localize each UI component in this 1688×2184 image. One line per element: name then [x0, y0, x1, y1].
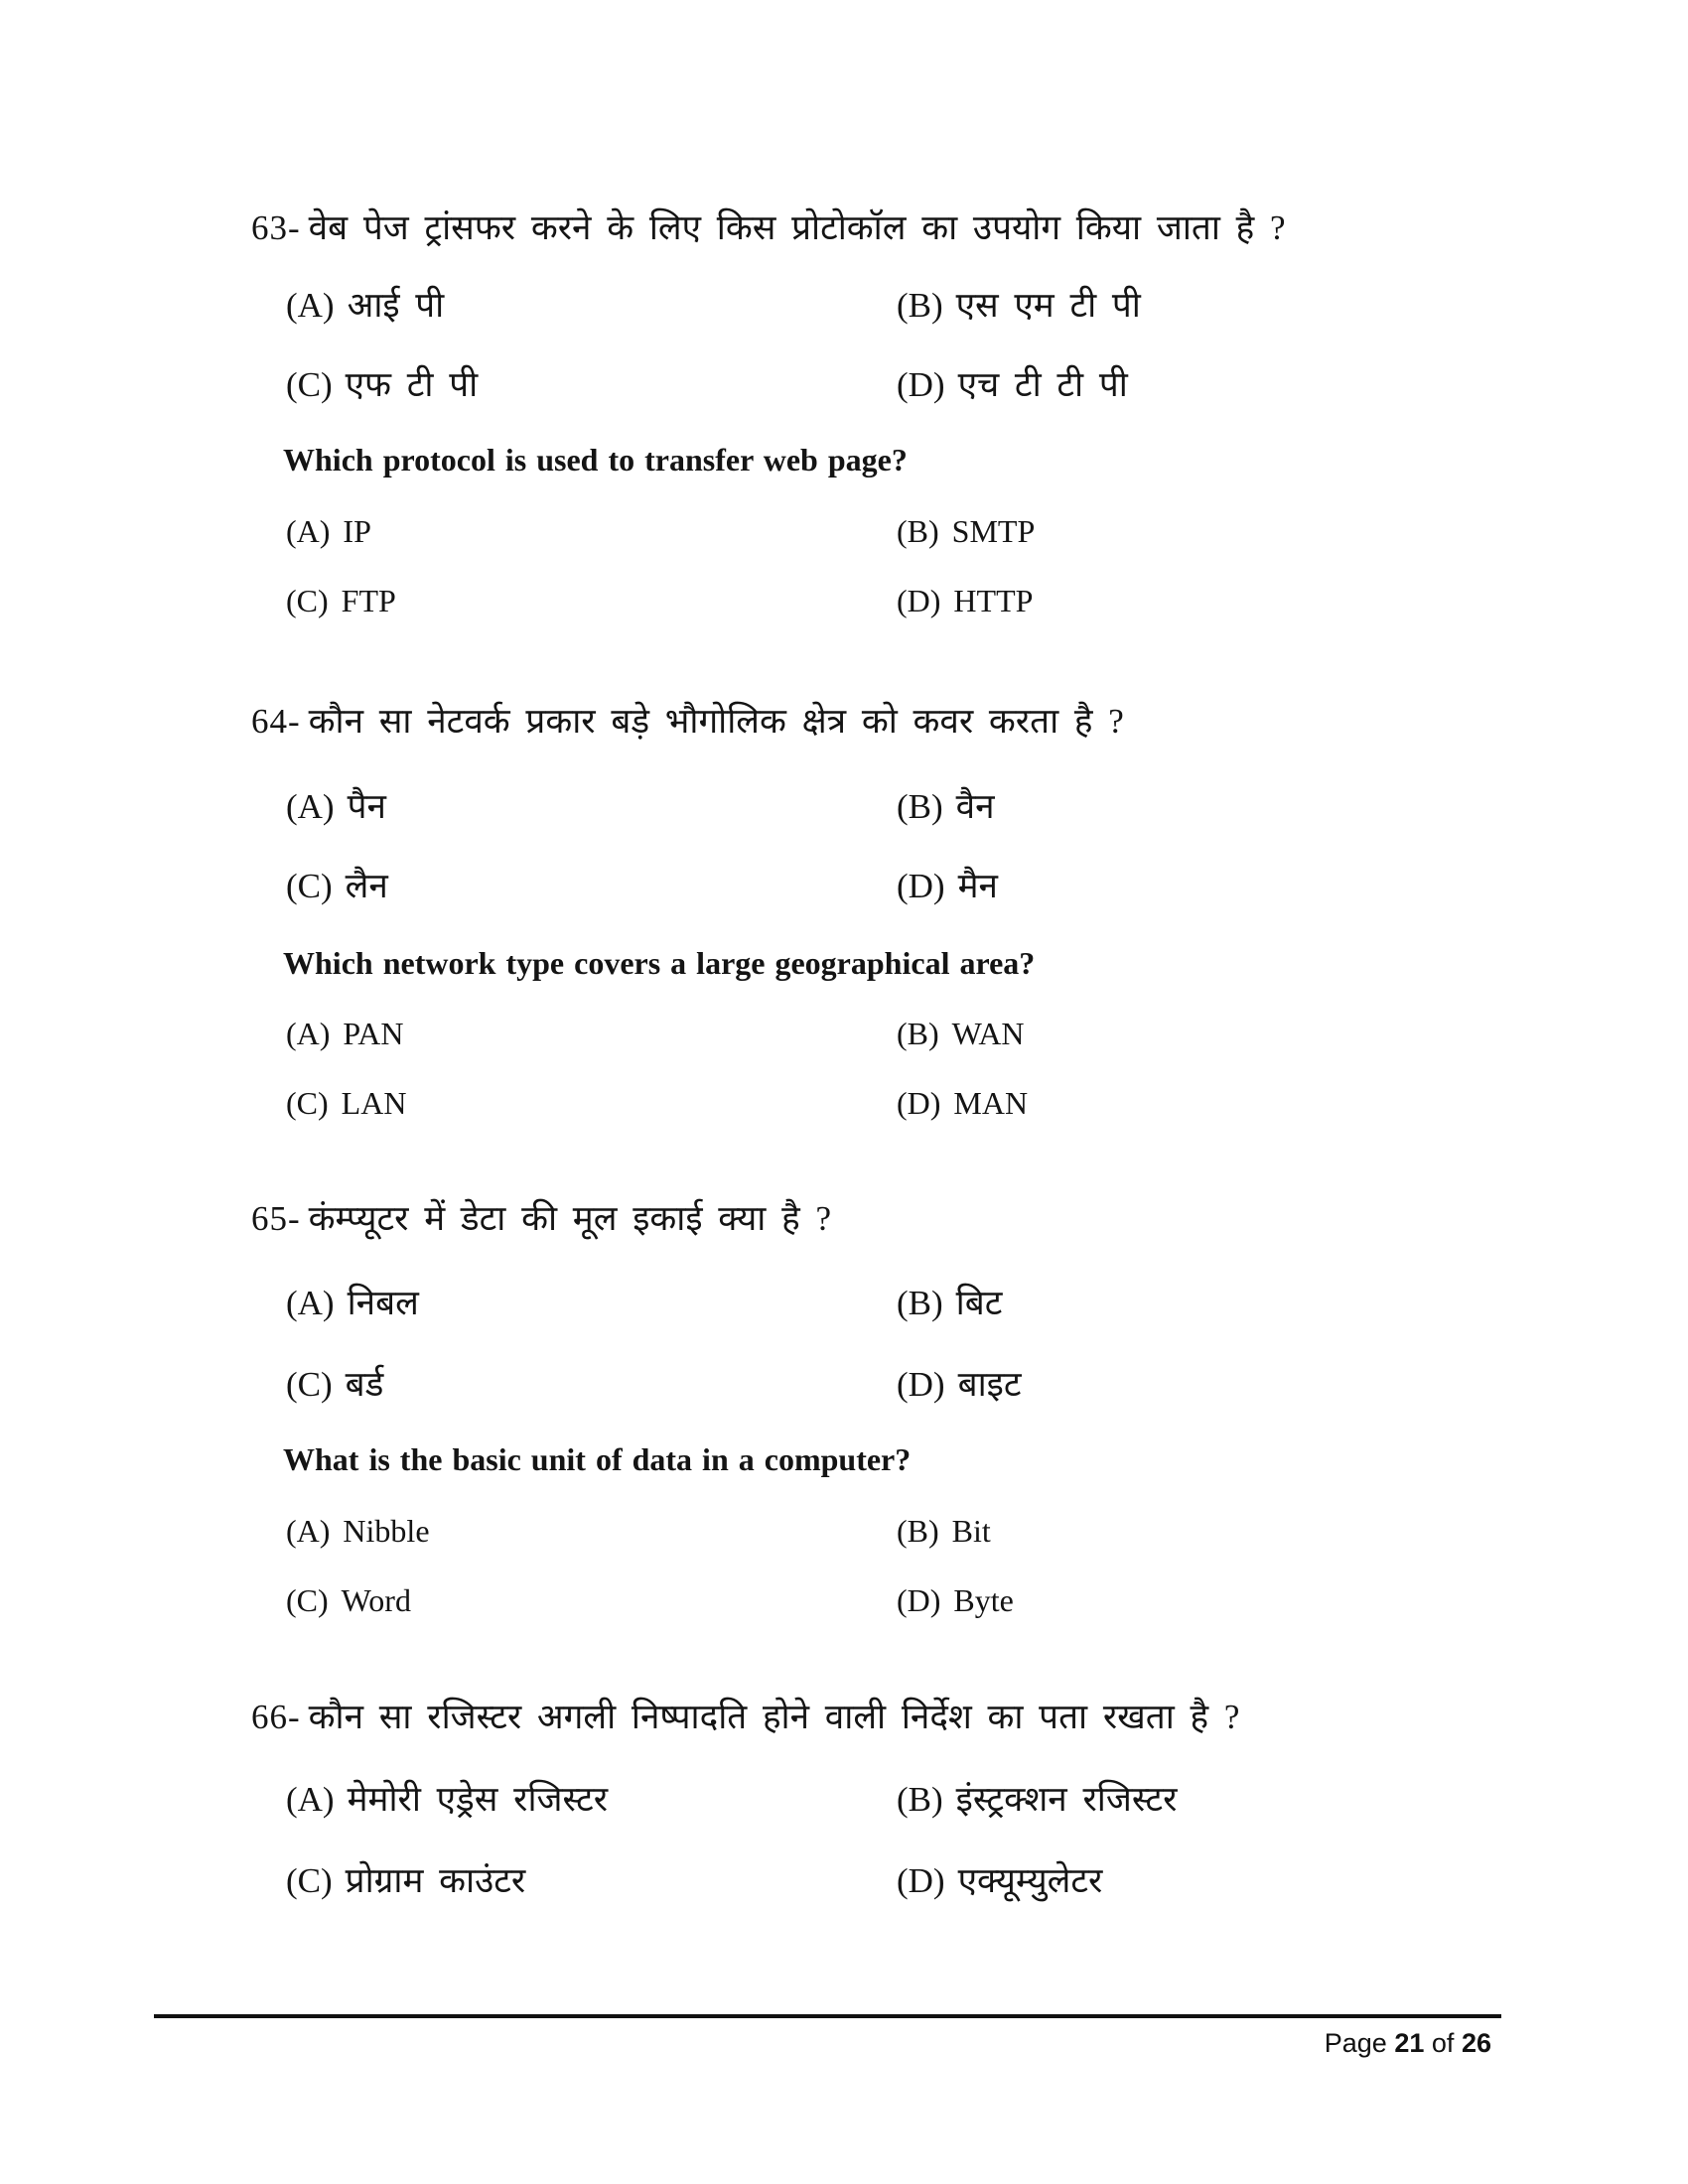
option-text: Nibble: [343, 1513, 430, 1549]
option-label: (B): [897, 513, 939, 549]
question-63-hindi: [251, 208, 1286, 248]
option-text: आई पी: [347, 286, 445, 325]
option-text: एच टी टी पी: [957, 365, 1128, 404]
option-label: (D): [897, 1582, 941, 1618]
option-text: IP: [343, 513, 371, 549]
option-label: (D): [897, 583, 941, 618]
option-label: (D): [897, 1861, 945, 1900]
option-text: वैन: [955, 787, 995, 826]
question-63-option-d-english: [897, 583, 1033, 619]
question-63-option-d-hindi: [897, 365, 1128, 405]
question-text-hindi: कौन सा रजिस्टर अगली निष्पादति होने वाली निर्देश का पता रखता है ?: [308, 1698, 1240, 1736]
option-text: बर्ड: [345, 1365, 384, 1404]
option-label: (C): [286, 365, 333, 404]
option-label: (C): [286, 1582, 329, 1618]
option-text: लैन: [345, 867, 388, 905]
option-text: बाइट: [957, 1365, 1022, 1404]
question-64-option-d-english: [897, 1085, 1028, 1122]
option-text: Byte: [953, 1582, 1014, 1618]
question-66-option-d-hindi: [897, 1861, 1102, 1901]
question-63-option-b-english: [897, 513, 1035, 550]
option-label: (C): [286, 1365, 333, 1404]
option-text: LAN: [341, 1085, 407, 1121]
question-64-option-c-english: [286, 1085, 406, 1122]
option-text: बिट: [955, 1284, 1003, 1322]
option-label: (C): [286, 867, 333, 905]
option-label: (B): [897, 787, 943, 826]
option-label: (A): [286, 1513, 331, 1549]
option-label: (B): [897, 1284, 943, 1322]
question-65-option-b-english: [897, 1513, 991, 1550]
question-64-option-a-english: [286, 1016, 404, 1052]
option-text: SMTP: [951, 513, 1036, 549]
option-text: HTTP: [953, 583, 1034, 618]
page-number-prefix: Page: [1324, 2028, 1387, 2058]
question-65-option-b-hindi: [897, 1284, 1002, 1323]
option-label: (A): [286, 787, 335, 826]
question-65-option-d-english: [897, 1582, 1014, 1619]
question-number: 64-: [251, 702, 301, 741]
option-text: Word: [341, 1582, 411, 1618]
question-number: 63-: [251, 208, 301, 247]
question-63-option-a-english: [286, 513, 371, 550]
question-64-option-b-hindi: [897, 787, 995, 827]
option-text: एस एम टी पी: [955, 286, 1141, 325]
option-label: (B): [897, 286, 943, 325]
option-text: Bit: [951, 1513, 991, 1549]
option-text: प्रोग्राम काउंटर: [345, 1861, 526, 1900]
option-label: (B): [897, 1513, 939, 1549]
option-text: निबल: [347, 1284, 419, 1322]
question-number: 65-: [251, 1199, 301, 1238]
page-number-middle: of: [1431, 2028, 1455, 2058]
option-text: मैन: [957, 867, 998, 905]
question-65-option-d-hindi: [897, 1365, 1021, 1405]
question-66-option-c-hindi: [286, 1861, 525, 1901]
option-label: (D): [897, 1365, 945, 1404]
question-63-english: Which protocol is used to transfer web page?: [283, 442, 908, 478]
question-64-hindi: [251, 702, 1124, 742]
option-text: इंस्ट्रक्शन रजिस्टर: [955, 1780, 1178, 1819]
question-65-hindi: [251, 1199, 831, 1239]
page-number-current: 21: [1394, 2028, 1425, 2058]
question-66-option-a-hindi: [286, 1780, 608, 1820]
question-65-option-a-hindi: [286, 1284, 419, 1323]
option-label: (A): [286, 1780, 335, 1819]
page-number-total: 26: [1461, 2028, 1491, 2058]
question-64-option-b-english: [897, 1016, 1025, 1052]
footer-divider: [154, 2014, 1501, 2018]
question-64-option-a-hindi: [286, 787, 386, 827]
question-65-english: What is the basic unit of data in a computer?: [283, 1441, 912, 1477]
option-label: (A): [286, 286, 335, 325]
question-text-hindi: वेब पेज ट्रांसफर करने के लिए किस प्रोटोकॉल का उपयोग किया जाता है ?: [308, 208, 1286, 247]
question-65-option-a-english: [286, 1513, 430, 1550]
option-text: एफ टी पी: [345, 365, 479, 404]
option-label: (C): [286, 1861, 333, 1900]
option-text: एक्यूम्युलेटर: [957, 1861, 1103, 1900]
option-label: (B): [897, 1016, 939, 1051]
question-66-option-b-hindi: [897, 1780, 1177, 1820]
question-64-option-d-hindi: [897, 867, 998, 906]
option-label: (D): [897, 365, 945, 404]
option-label: (A): [286, 1016, 331, 1051]
question-66-hindi: [251, 1698, 1239, 1737]
option-text: MAN: [953, 1085, 1029, 1121]
option-label: (D): [897, 867, 945, 905]
option-label: (A): [286, 1284, 335, 1322]
option-label: (A): [286, 513, 331, 549]
question-64-option-c-hindi: [286, 867, 388, 906]
question-number: 66-: [251, 1698, 301, 1736]
question-63-option-c-english: [286, 583, 396, 619]
option-label: (C): [286, 1085, 329, 1121]
question-text-hindi: कंम्प्यूटर में डेटा की मूल इकाई क्या है ?: [308, 1199, 831, 1238]
question-64-english: Which network type covers a large geographical area?: [283, 945, 1036, 981]
question-65-option-c-hindi: [286, 1365, 383, 1405]
option-text: PAN: [343, 1016, 404, 1051]
question-text-hindi: कौन सा नेटवर्क प्रकार बड़े भौगोलिक क्षेत्र को कवर करता है ?: [308, 702, 1124, 741]
option-label: (B): [897, 1780, 943, 1819]
option-label: (C): [286, 583, 329, 618]
option-text: मेमोरी एड्रेस रजिस्टर: [347, 1780, 609, 1819]
option-label: (D): [897, 1085, 941, 1121]
question-63-option-c-hindi: [286, 365, 478, 405]
page-number: [1325, 2028, 1491, 2059]
option-text: पैन: [347, 787, 386, 826]
question-65-option-c-english: [286, 1582, 411, 1619]
question-63-option-b-hindi: [897, 286, 1141, 326]
option-text: WAN: [951, 1016, 1025, 1051]
question-63-option-a-hindi: [286, 286, 444, 326]
option-text: FTP: [341, 583, 396, 618]
